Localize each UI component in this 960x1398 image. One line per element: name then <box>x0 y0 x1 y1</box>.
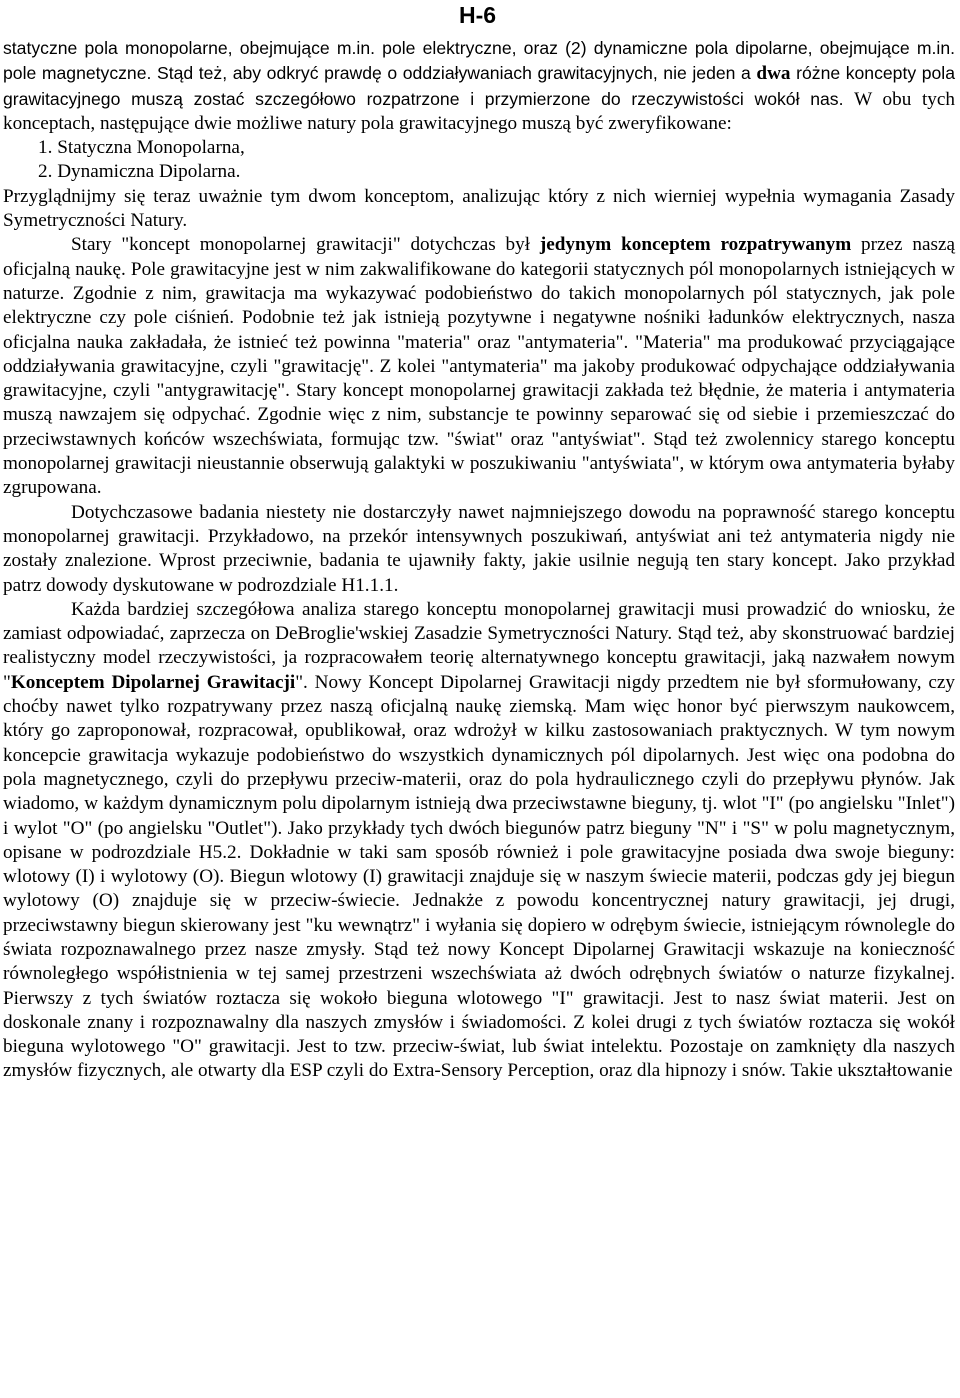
paragraph-dipolar-part-a: Każda bardziej szczegółowa analiza starego konceptu monopolarnej grawitacji musi prowadzić do wniosku, że zamiast odpowiadać, zaprzecza on DeBroglie'wskiej Zasadzie Symetryczności Natury. Stąd też, aby skonstruować bardziej realistyczny model rzeczywistości, ja rozpracowałem teorię alternatywnego konceptu grawitacji, jaką nazwałem nowym " <box>3 598 955 693</box>
emphasis-dipolar-concept: Konceptem Dipolarnej Grawitacji <box>10 671 296 693</box>
emphasis-dwa: dwa <box>756 63 791 85</box>
document-body <box>3 36 955 1084</box>
emphasis-only-concept: jedynym konceptem rozpatrywanym <box>539 234 852 256</box>
paragraph-intro <box>3 36 955 136</box>
paragraph-monopolar <box>3 233 955 500</box>
paragraph-dipolar-part-c: ". Nowy Koncept Dipolarnej Grawitacji nigdy przedtem nie był sformułowany, czy choćby nawet tylko rozpatrywany przez naszą oficjalną naukę ziemską. Mam więc honor być pierwszym naukowcem, który go zaproponował, rozpracował, opublikował, oraz wdrożył w kilku zastosowaniach praktycznych. W tym nowym koncepcie grawitacja wykazuje podobieństwo do wszystkich dynamicznych pól dipolarnych. Jest więc ona podobna do pola magnetycznego, czyli do przepływu przeciw-materii, oraz do pola hydraulicznego czyli do przepływu płynów. Jak wiadomo, w każdym dynamicznym polu dipolarnym istnieją dwa przeciwstawne bieguny, tj. wlot "I" (po angielsku "Inlet") i wylot "O" (po angielsku "Outlet"). Jako przykłady tych dwóch biegunów patrz bieguny "N" i "S" w polu magnetycznym, opisane w podrozdziale H5.2. Dokładnie w taki sam sposób również i pole grawitacyjne posiada dwa swoje bieguny: wlotowy (I) i wylotowy (O). Biegun wlotowy (I) grawitacji znajduje się w naszym świecie materii, podczas gdy jej biegun wylotowy (O) znajduje się w przeciw-świecie. Jednakże z powodu koncentrycznej natury grawitacji, jej drugi, przeciwstawny biegun skierowany jest "ku wewnątrz" i wyłania się dopiero w odrębym świecie, istniejącym równolegle do świata rozpoznawalnego przez nasze zmysły. Stąd też nowy Koncept Dipolarnej Grawitacji wskazuje na konieczność równoległego współistnienia w tej samej przestrzeni wszechświata aż dwóch odrębnych światów o naturze fizykalnej. Pierwszy z tych światów roztacza się wokoło bieguna wlotowego "I" grawitacji. Jest to nasz świat materii. Jest on doskonale znany i rozpoznawalny dla naszych zmysłów i świadomości. Z kolei drugi z tych światów roztacza się wokół bieguna wylotowego "O" grawitacji. Jest to tzw. przeciw-świat, lub świat intelektu. Pozostaje on zamknięty dla naszych zmysłów fizycznych, ale otwarty dla ESP czyli do Extra-Sensory Perception, oraz dla hipnozy i snów. Takie ukształtowanie <box>3 671 955 1082</box>
paragraph-intro-part-d: W obu tych konceptach, następujące dwie możliwe natury pola grawitacyjnego muszą być zweryfikowane: <box>3 88 955 134</box>
paragraph-intro-part-a: statyczne pola monopolarne, obejmujące m.in. pole elektryczne, oraz (2) dynamiczne pola dipolarne, obejmujące m.in. pole magnetyczne. Stąd też, aby odkryć prawdę o oddziaływaniach grawitacyjnych, nie jeden a <box>3 38 955 84</box>
paragraph-intro-part-c: różne koncepty pola grawitacyjnego muszą zostać szczegółowo rozpatrzone i przymierzone do rzeczywistości wokół nas. <box>3 63 955 109</box>
page-label: H-6 <box>459 2 497 28</box>
list-item-1: 1. Statyczna Monopolarna, <box>38 137 245 159</box>
paragraph-research: Dotychczasowe badania niestety nie dostarczyły nawet najmniejszego dowodu na poprawność starego konceptu monopolarnej grawitacji. Przykładowo, na przekór intensywnych poszukiwań, antyświat ani też antymateria nigdy nie zostały znalezione. Wprost przeciwnie, badania te ujawniły fakty, jakie usilnie negują ten stary koncept. Jako przykład patrz dowody dyskutowane w podrozdziale H1.1.1. <box>3 501 955 596</box>
paragraph-monopolar-part-a: Stary "koncept monopolarnej grawitacji" dotychczas był <box>71 234 540 256</box>
paragraph-dipolar <box>3 598 955 1084</box>
paragraph-monopolar-part-c: przez naszą oficjalną naukę. Pole grawitacyjne jest w nim zakwalifikowane do kategorii statycznych pól monopolarnych istniejących w naturze. Zgodnie z nim, grawitacja ma wykazywać podobieństwo do takich monopolarnych pól statycznych, jak pole elektryczne czy pole ciśnień. Podobnie też jak istnieją pozytywne i negatywne nośniki ładunków elektrycznych, nasza oficjalna nauka zakładała, że istnieć też powinna "materia" oraz "antymateria". "Materia" ma produkować przyciągające oddziaływania grawitacyjne, czyli "grawitację". Z kolei "antymateria" ma jakoby produkować odpychające oddziaływania grawitacyjne, czyli "antygrawitację". Stary koncept monopolarnej grawitacji zakłada też błędnie, że materia i antymateria muszą nawzajem się odpychać. Zgodnie więc z nim, substancje te powinny separować się od siebie i przemieszczać do przeciwstawnych końców wszechświata, formując tzw. "świat" oraz "antyświat". Stąd też zwolennicy starego konceptu monopolarnej grawitacji nieustannie obserwują galaktyki w poszukiwaniu "antyświata", w którym owa antymateria byłaby zgrupowana. <box>3 234 955 499</box>
paragraph-analysis: Przyglądnijmy się teraz uważnie tym dwom konceptom, analizując który z nich wierniej wypełnia wymagania Zasady Symetryczności Natury. <box>3 185 955 232</box>
list-item-2: 2. Dynamiczna Dipolarna. <box>38 161 241 183</box>
